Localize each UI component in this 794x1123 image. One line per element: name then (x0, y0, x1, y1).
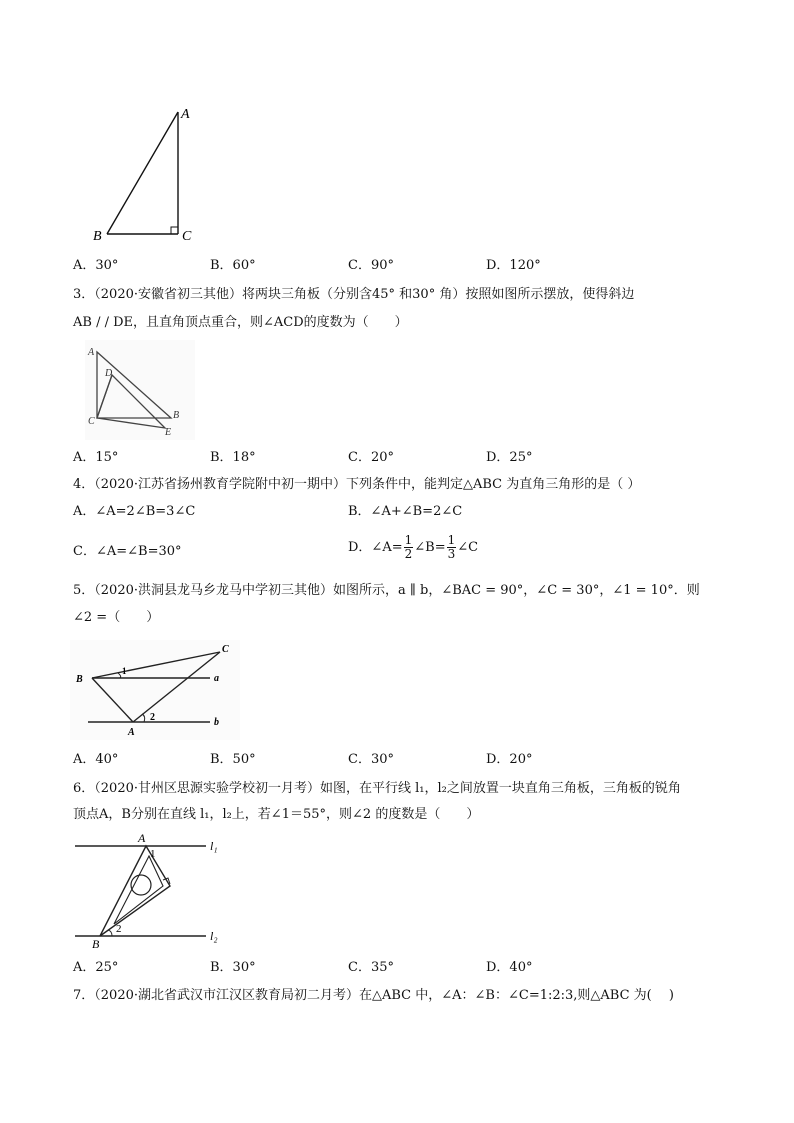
q4-stem: 4．（2020·江苏省扬州教育学院附中初一期中）下列条件中，能判定△ABC 为直角三角形的是（ ） (73, 477, 641, 492)
q3-label-c: C (88, 416, 95, 427)
q6-label-l2: l₂ (210, 929, 218, 943)
q3-label-a: A (88, 347, 95, 358)
q5-parallel-lines-figure (70, 640, 240, 740)
q2-option-b[interactable]: B．60° (210, 258, 256, 273)
q2-label-b: B (93, 229, 102, 244)
q7-stem: 7．（2020·湖北省武汉市江汉区教育局初二月考）在△ABC 中，∠A：∠B：∠C=1:2:3,则△ABC 为( ) (73, 988, 674, 1003)
q6-stem-line2: 顶点A，B分别在直线 l₁，l₂上，若∠1＝55°，则∠2 的度数是（ ） (73, 807, 480, 822)
q3-option-a[interactable]: A．15° (73, 450, 119, 465)
q5-label-c: C (222, 644, 229, 655)
q6-label-a: A (138, 831, 146, 845)
q5-label-b: B (76, 674, 83, 685)
q3-label-b: B (173, 410, 180, 421)
q5-label-a-point: A (128, 727, 135, 738)
q2-label-c: C (182, 229, 192, 244)
q6-stem-line1: 6．（2020·甘州区思源实验学校初一月考）如图，在平行线 l₁，l₂之间放置一块直角三角板，三角板的锐角 (73, 781, 681, 796)
q5-label-angle-2: 2 (150, 712, 155, 723)
q2-option-c[interactable]: C．90° (348, 258, 394, 273)
q5-option-d[interactable]: D．20° (486, 752, 533, 767)
q3-option-d[interactable]: D．25° (486, 450, 533, 465)
q3-set-squares-figure (85, 340, 195, 440)
q2-right-angle-mark (171, 227, 178, 234)
q2-label-a: A (181, 107, 190, 122)
q5-stem-line2: ∠2 =（ ） (73, 610, 160, 625)
q3-label-e: E (165, 427, 172, 438)
q2-option-a[interactable]: A．30° (73, 258, 119, 273)
q6-option-c[interactable]: C．35° (348, 960, 394, 975)
q4-option-d-prefix: D．∠A= (348, 540, 403, 555)
q2-option-d[interactable]: D．120° (486, 258, 541, 273)
q4-option-c[interactable]: C．∠A=∠B=30° (73, 544, 182, 559)
q3-option-c[interactable]: C．20° (348, 450, 394, 465)
q5-label-angle-1: 1 (122, 666, 127, 676)
q5-option-b[interactable]: B．50° (210, 752, 256, 767)
q2-triangle-figure (85, 100, 205, 250)
q6-label-l1: l₁ (210, 839, 218, 853)
q4-option-d[interactable] (348, 534, 478, 561)
q6-option-b[interactable]: B．30° (210, 960, 256, 975)
q3-stem-line2: AB / / DE，且直角顶点重合，则∠ACD的度数为（ ） (73, 315, 408, 330)
q6-triangle-inner (114, 856, 163, 924)
q5-option-c[interactable]: C．30° (348, 752, 394, 767)
q6-set-square-figure (70, 830, 230, 950)
q2-side-ab (107, 112, 178, 234)
q4-option-d-suffix: ∠C (457, 540, 479, 555)
q5-stem-line1: 5．（2020·洪洞县龙马乡龙马中学初三其他）如图所示，a ∥ b，∠BAC = 90°，∠C = 30°，∠1 = 10°．则 (73, 583, 700, 598)
q6-option-a[interactable]: A．25° (73, 960, 119, 975)
q4-option-a[interactable]: A．∠A=2∠B=3∠C (73, 504, 196, 519)
q4-option-d-mid: ∠B= (414, 540, 446, 555)
q6-triangle-outer (100, 846, 170, 936)
q5-option-a[interactable]: A．40° (73, 752, 119, 767)
q3-option-b[interactable]: B．18° (210, 450, 256, 465)
q4-option-d-fraction-third: $\frac{1}{3}$ (447, 533, 456, 561)
q6-angle-2-arc (108, 930, 112, 936)
q6-label-b: B (92, 937, 100, 951)
q5-label-line-a: a (214, 673, 219, 684)
q4-option-b[interactable]: B．∠A+∠B=2∠C (348, 504, 463, 519)
q3-label-d: D (105, 368, 113, 379)
q4-option-d-fraction-half: $\frac{1}{2}$ (404, 533, 413, 561)
q5-label-line-b: b (214, 717, 219, 728)
q3-stem-line1: 3．（2020·安徽省初三其他）将两块三角板（分别含45° 和30° 角）按照如图所示摆放，使得斜边 (73, 287, 635, 302)
q6-label-angle-1: 1 (150, 848, 156, 860)
q6-label-angle-2: 2 (116, 923, 122, 935)
q6-option-d[interactable]: D．40° (486, 960, 533, 975)
